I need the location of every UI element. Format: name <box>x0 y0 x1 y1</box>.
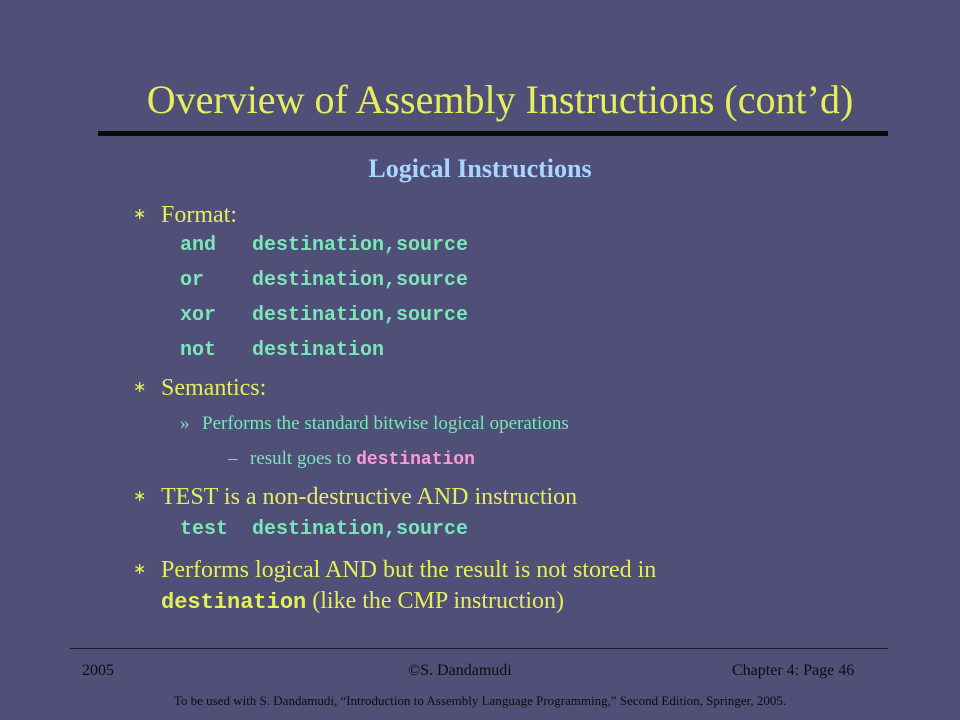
code-args: destination,source <box>252 234 469 257</box>
code-line-and <box>180 234 468 258</box>
code-op: and <box>180 234 217 257</box>
bullet-test <box>133 482 577 512</box>
bullet-semantics-text: Semantics: <box>161 375 267 401</box>
bullet-marker: ∗ <box>133 206 147 223</box>
result-destination-code: destination <box>356 450 475 470</box>
bullet-format <box>133 200 237 230</box>
code-args: destination,source <box>252 304 469 327</box>
sub-sub-bullet-marker: – <box>228 448 238 469</box>
bullet-marker: ∗ <box>133 561 147 578</box>
footer-year: 2005 <box>82 662 114 679</box>
code-line-not <box>180 339 384 363</box>
code-line-test <box>180 518 468 542</box>
bullet-marker: ∗ <box>133 488 147 505</box>
bullet-format-text: Format: <box>161 202 237 228</box>
bullet-performs-text: Performs logical AND but the result is not stored in <box>161 557 657 583</box>
code-args: destination,source <box>252 269 469 292</box>
code-args: destination,source <box>252 518 469 541</box>
result-destination-line <box>228 446 475 473</box>
code-line-xor <box>180 304 468 328</box>
footer-author <box>408 661 512 681</box>
copyright-icon: © <box>408 662 421 679</box>
title-divider <box>98 131 888 136</box>
performs-destination-code: destination <box>161 590 307 615</box>
semantics-detail-text: Performs the standard bitwise logical operations <box>202 413 569 434</box>
code-line-or <box>180 269 468 293</box>
slide-subtitle: Logical Instructions <box>368 154 592 183</box>
code-args: destination <box>252 339 385 362</box>
slide-title: Overview of Assembly Instructions (cont’d) <box>146 77 854 122</box>
semantics-detail-line <box>180 411 569 437</box>
result-text: result goes to <box>250 448 357 469</box>
bullet-performs <box>133 555 656 585</box>
sub-bullet-marker: » <box>180 413 190 434</box>
code-op: or <box>180 269 205 292</box>
code-op: xor <box>180 304 217 327</box>
code-op: test <box>180 518 229 541</box>
bullet-marker: ∗ <box>133 379 147 396</box>
footer-note: To be used with S. Dandamudi, “Introduction to Assembly Language Programming,” Second Edition, Springer, 2005. <box>173 693 787 708</box>
footer-page: Chapter 4: Page 46 <box>732 662 855 679</box>
bullet-semantics <box>133 373 266 403</box>
footer-divider <box>70 648 888 649</box>
bullet-test-text: TEST is a non-destructive AND instruction <box>161 484 578 510</box>
code-op: not <box>180 339 217 362</box>
footer-author-name: S. Dandamudi <box>420 662 512 679</box>
bullet-performs-continued <box>161 586 564 618</box>
performs-rest-text: (like the CMP instruction) <box>306 588 564 614</box>
